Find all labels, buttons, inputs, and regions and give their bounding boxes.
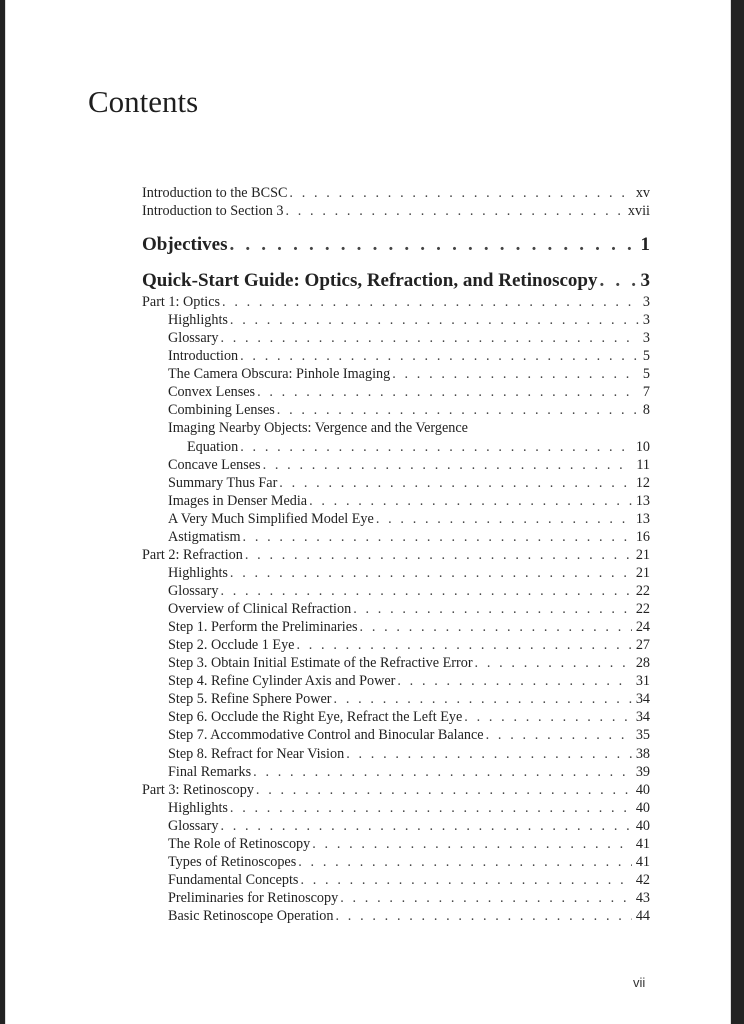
toc-entry-page: xvii xyxy=(624,202,650,220)
dot-leader xyxy=(340,889,632,907)
toc-entry-page: 10 xyxy=(632,438,650,456)
toc-section-entry[interactable] xyxy=(142,311,650,329)
toc-entry-label: The Camera Obscura: Pinhole Imaging xyxy=(142,365,392,383)
toc-entry-label: Glossary xyxy=(142,817,220,835)
toc-section-entry[interactable] xyxy=(142,654,650,672)
toc-entry-quick-start-guide[interactable] xyxy=(142,269,650,293)
dot-leader xyxy=(243,528,632,546)
dot-leader xyxy=(279,474,632,492)
dot-leader xyxy=(376,510,632,528)
page-title: Contents xyxy=(88,84,199,119)
toc-entry-label: Introduction to the BCSC xyxy=(142,185,288,201)
toc-entry-label: Highlights xyxy=(142,799,230,817)
toc-entry-page: 5 xyxy=(639,347,650,365)
toc-entry-label: Part 1: Optics xyxy=(142,294,221,310)
dot-leader xyxy=(397,672,631,690)
toc-section-entry[interactable] xyxy=(142,618,650,636)
dot-leader xyxy=(475,654,632,672)
toc-section-entry[interactable] xyxy=(142,708,650,726)
toc-section-entry-continuation[interactable] xyxy=(142,438,650,456)
toc-section-entry[interactable] xyxy=(142,492,650,510)
dot-leader xyxy=(240,347,639,365)
toc-entry-page: 34 xyxy=(632,690,650,708)
toc-section-entry[interactable] xyxy=(142,600,650,618)
toc-entry-page: 3 xyxy=(637,269,651,293)
toc-entry-page: 41 xyxy=(632,853,650,871)
toc-section-entry[interactable] xyxy=(142,853,650,871)
dot-leader xyxy=(285,202,623,220)
toc-entry-page: 21 xyxy=(632,546,650,564)
toc-section-entry[interactable] xyxy=(142,871,650,889)
toc-entry-page: 3 xyxy=(639,329,650,347)
toc-entry-label: Part 3: Retinoscopy xyxy=(142,781,254,798)
toc-section-entry[interactable] xyxy=(142,528,650,546)
toc-entry-label: Step 5. Refine Sphere Power xyxy=(142,690,334,708)
toc-entry-page: 3 xyxy=(639,293,650,311)
toc-entry-intro-bcsc[interactable] xyxy=(142,184,650,202)
toc-section-entry[interactable] xyxy=(142,745,650,763)
toc-entry-page: 41 xyxy=(632,835,650,853)
dot-leader xyxy=(277,401,639,419)
toc-section-entry[interactable] xyxy=(142,672,650,690)
toc-entry-objectives[interactable] xyxy=(142,233,650,257)
toc-section-entry[interactable] xyxy=(142,456,650,474)
toc-entry-page: 40 xyxy=(632,781,650,799)
toc-entry-label: Highlights xyxy=(142,564,230,582)
toc-entry-label: Step 6. Occlude the Right Eye, Refract the Left Eye xyxy=(142,708,464,726)
toc-section-entry[interactable] xyxy=(142,582,650,600)
dot-leader xyxy=(346,745,632,763)
toc-section-entry[interactable] xyxy=(142,817,650,835)
dot-leader xyxy=(353,600,632,618)
toc-section-entry[interactable] xyxy=(142,419,650,437)
toc-section-entry[interactable] xyxy=(142,383,650,401)
toc-entry-label: Step 1. Perform the Preliminaries xyxy=(142,618,360,636)
toc-section-entry[interactable] xyxy=(142,636,650,654)
dot-leader xyxy=(240,438,632,456)
toc-entry-label: Highlights xyxy=(142,311,230,329)
toc-entry-label: Step 8. Refract for Near Vision xyxy=(142,745,346,763)
toc-entry-label: Objectives xyxy=(142,234,228,255)
dot-leader xyxy=(220,582,631,600)
dot-leader xyxy=(230,799,632,817)
toc-entry-label: Introduction xyxy=(142,347,240,365)
dot-leader xyxy=(220,329,638,347)
dot-leader xyxy=(392,365,639,383)
toc-section-entry[interactable] xyxy=(142,401,650,419)
toc-entry-label: Glossary xyxy=(142,329,220,347)
dot-leader xyxy=(253,763,632,781)
dot-leader xyxy=(229,233,636,257)
toc-entry-page: 5 xyxy=(639,365,650,383)
toc-entry-label: Combining Lenses xyxy=(142,401,277,419)
dot-leader xyxy=(257,383,639,401)
toc-entry-label: Fundamental Concepts xyxy=(142,871,300,889)
toc-entry-label: Types of Retinoscopes xyxy=(142,853,298,871)
toc-entry-page: 11 xyxy=(632,456,650,474)
toc-section-entry[interactable] xyxy=(142,510,650,528)
toc-entry-label: Glossary xyxy=(142,582,220,600)
toc-entry-label: Convex Lenses xyxy=(142,383,257,401)
toc-entry-label: Summary Thus Far xyxy=(142,474,279,492)
toc-entry-label: Imaging Nearby Objects: Vergence and the Vergence xyxy=(142,419,470,437)
dot-leader xyxy=(486,726,632,744)
toc-entry-label: Part 2: Refraction xyxy=(142,546,243,563)
document-page xyxy=(5,0,731,1024)
toc-entry-page: 35 xyxy=(632,726,650,744)
toc-entry-page: 16 xyxy=(632,528,650,546)
toc-entry-label: Astigmatism xyxy=(142,528,243,546)
toc-part-2[interactable] xyxy=(142,546,650,564)
page-number: vii xyxy=(633,975,646,990)
toc-entry-label: The Role of Retinoscopy xyxy=(142,835,312,853)
dot-leader xyxy=(256,781,632,799)
toc-section-entry[interactable] xyxy=(142,690,650,708)
toc-section-entry[interactable] xyxy=(142,474,650,492)
toc-section-entry[interactable] xyxy=(142,564,650,582)
toc-entry-page: 21 xyxy=(632,564,650,582)
toc-entry-page: 24 xyxy=(632,618,650,636)
toc-section-entry[interactable] xyxy=(142,726,650,744)
toc-entry-page: 44 xyxy=(632,907,650,925)
toc-entry-label: Step 7. Accommodative Control and Binocular Balance xyxy=(142,726,486,744)
toc-entry-page: 8 xyxy=(639,401,650,419)
dot-leader xyxy=(300,871,631,889)
toc-entry-page: 13 xyxy=(632,492,650,510)
toc-entry-label: A Very Much Simplified Model Eye xyxy=(142,510,376,528)
toc-entry-page: 31 xyxy=(632,672,650,690)
dot-leader xyxy=(464,708,632,726)
toc-entry-page: 43 xyxy=(632,889,650,907)
dot-leader xyxy=(296,636,631,654)
toc-section-entry[interactable] xyxy=(142,365,650,383)
toc-entry-page: 40 xyxy=(632,799,650,817)
toc-entry-page: 40 xyxy=(632,817,650,835)
toc-entry-label: Preliminaries for Retinoscopy xyxy=(142,889,340,907)
toc-section-entry[interactable] xyxy=(142,329,650,347)
toc-entry-page: 27 xyxy=(632,636,650,654)
dot-leader xyxy=(599,269,636,293)
dot-leader xyxy=(360,618,632,636)
dot-leader xyxy=(220,817,631,835)
toc-section-entry[interactable] xyxy=(142,763,650,781)
dot-leader xyxy=(335,907,631,925)
dot-leader xyxy=(230,564,632,582)
toc-entry-label: Step 4. Refine Cylinder Axis and Power xyxy=(142,672,397,690)
toc-entry-page: 1 xyxy=(637,233,651,257)
toc-entry-label: Basic Retinoscope Operation xyxy=(142,907,335,925)
toc-entry-label: Step 3. Obtain Initial Estimate of the Refractive Error xyxy=(142,654,475,672)
toc-entry-intro-section-3[interactable] xyxy=(142,202,650,220)
toc-entry-page: 7 xyxy=(639,383,650,401)
toc-entry-label: Quick-Start Guide: Optics, Refraction, and Retinoscopy xyxy=(142,270,598,291)
dot-leader xyxy=(263,456,633,474)
dot-leader xyxy=(334,690,632,708)
toc-entry-label: Final Remarks xyxy=(142,763,253,781)
toc-entry-page: 22 xyxy=(632,600,650,618)
dot-leader xyxy=(298,853,632,871)
toc-entry-page: 12 xyxy=(632,474,650,492)
toc-entry-page: 38 xyxy=(632,745,650,763)
toc-entry-label: Introduction to Section 3 xyxy=(142,203,284,219)
toc-entry-page: 34 xyxy=(632,708,650,726)
toc-section-entry[interactable] xyxy=(142,835,650,853)
toc-part-3[interactable] xyxy=(142,781,650,799)
toc-section-entry[interactable] xyxy=(142,799,650,817)
toc-entry-page: xv xyxy=(632,184,650,202)
toc-entry-label: Equation xyxy=(142,438,240,456)
toc-entry-page: 3 xyxy=(639,311,650,329)
toc-section-entry[interactable] xyxy=(142,889,650,907)
dot-leader xyxy=(230,311,639,329)
toc-entry-page: 39 xyxy=(632,763,650,781)
toc-entry-label: Concave Lenses xyxy=(142,456,263,474)
dot-leader xyxy=(222,293,639,311)
toc-entry-label: Step 2. Occlude 1 Eye xyxy=(142,636,296,654)
dot-leader xyxy=(289,184,631,202)
toc-section-entry[interactable] xyxy=(142,907,650,925)
dot-leader xyxy=(245,546,632,564)
toc-entry-label: Images in Denser Media xyxy=(142,492,309,510)
dot-leader xyxy=(312,835,632,853)
toc-section-entry[interactable] xyxy=(142,347,650,365)
dot-leader xyxy=(309,492,632,510)
toc-entry-page: 28 xyxy=(632,654,650,672)
toc-entry-page: 22 xyxy=(632,582,650,600)
toc-entry-page: 42 xyxy=(632,871,650,889)
toc-entry-label: Overview of Clinical Refraction xyxy=(142,600,353,618)
toc-entry-page: 13 xyxy=(632,510,650,528)
toc-part-1[interactable] xyxy=(142,293,650,311)
